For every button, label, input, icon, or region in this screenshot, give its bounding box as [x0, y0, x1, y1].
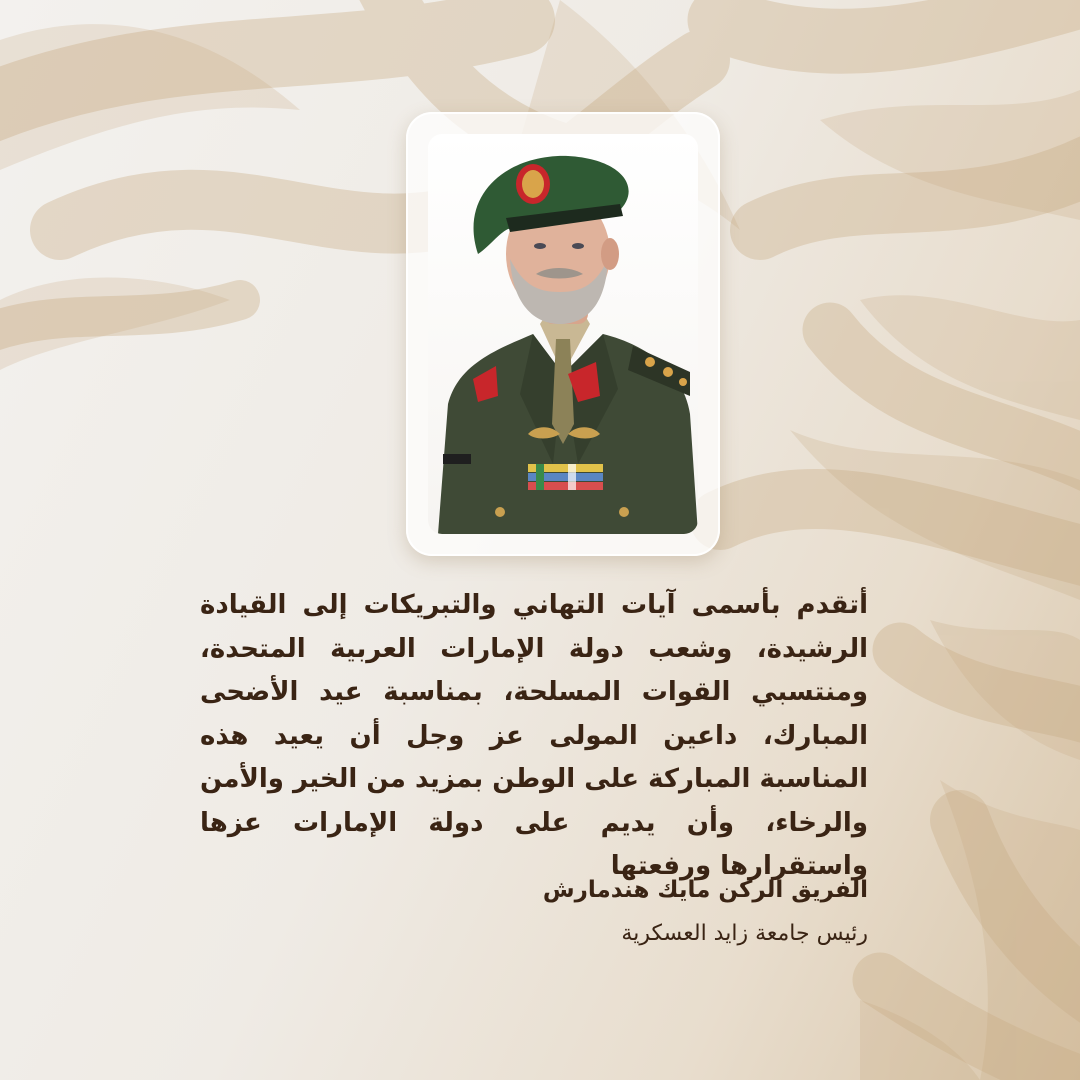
portrait-card: [406, 112, 720, 556]
greeting-message: أتقدم بأسمى آيات التهاني والتبريكات إلى القيادة الرشيدة، وشعب دولة الإمارات العربية المتحدة، ومنتسبي القوات المسلحة، بمناسبة عيد الأضحى المبارك، داعين المولى عز وجل أن يعيد هذه المناسبة المباركة على الوطن بمزيد من الخير والأمن والرخاء، وأن يديم على دولة الإمارات عزها واستقرارها ورفعتها: [200, 590, 868, 881]
officer-portrait-image: [428, 134, 698, 534]
signatory-title: رئيس جامعة زايد العسكرية: [621, 921, 868, 946]
signatory-name: الفريق الركن مايك هندمارش: [542, 877, 868, 903]
portrait-photo: [428, 134, 698, 534]
signature-block: [500, 870, 868, 954]
